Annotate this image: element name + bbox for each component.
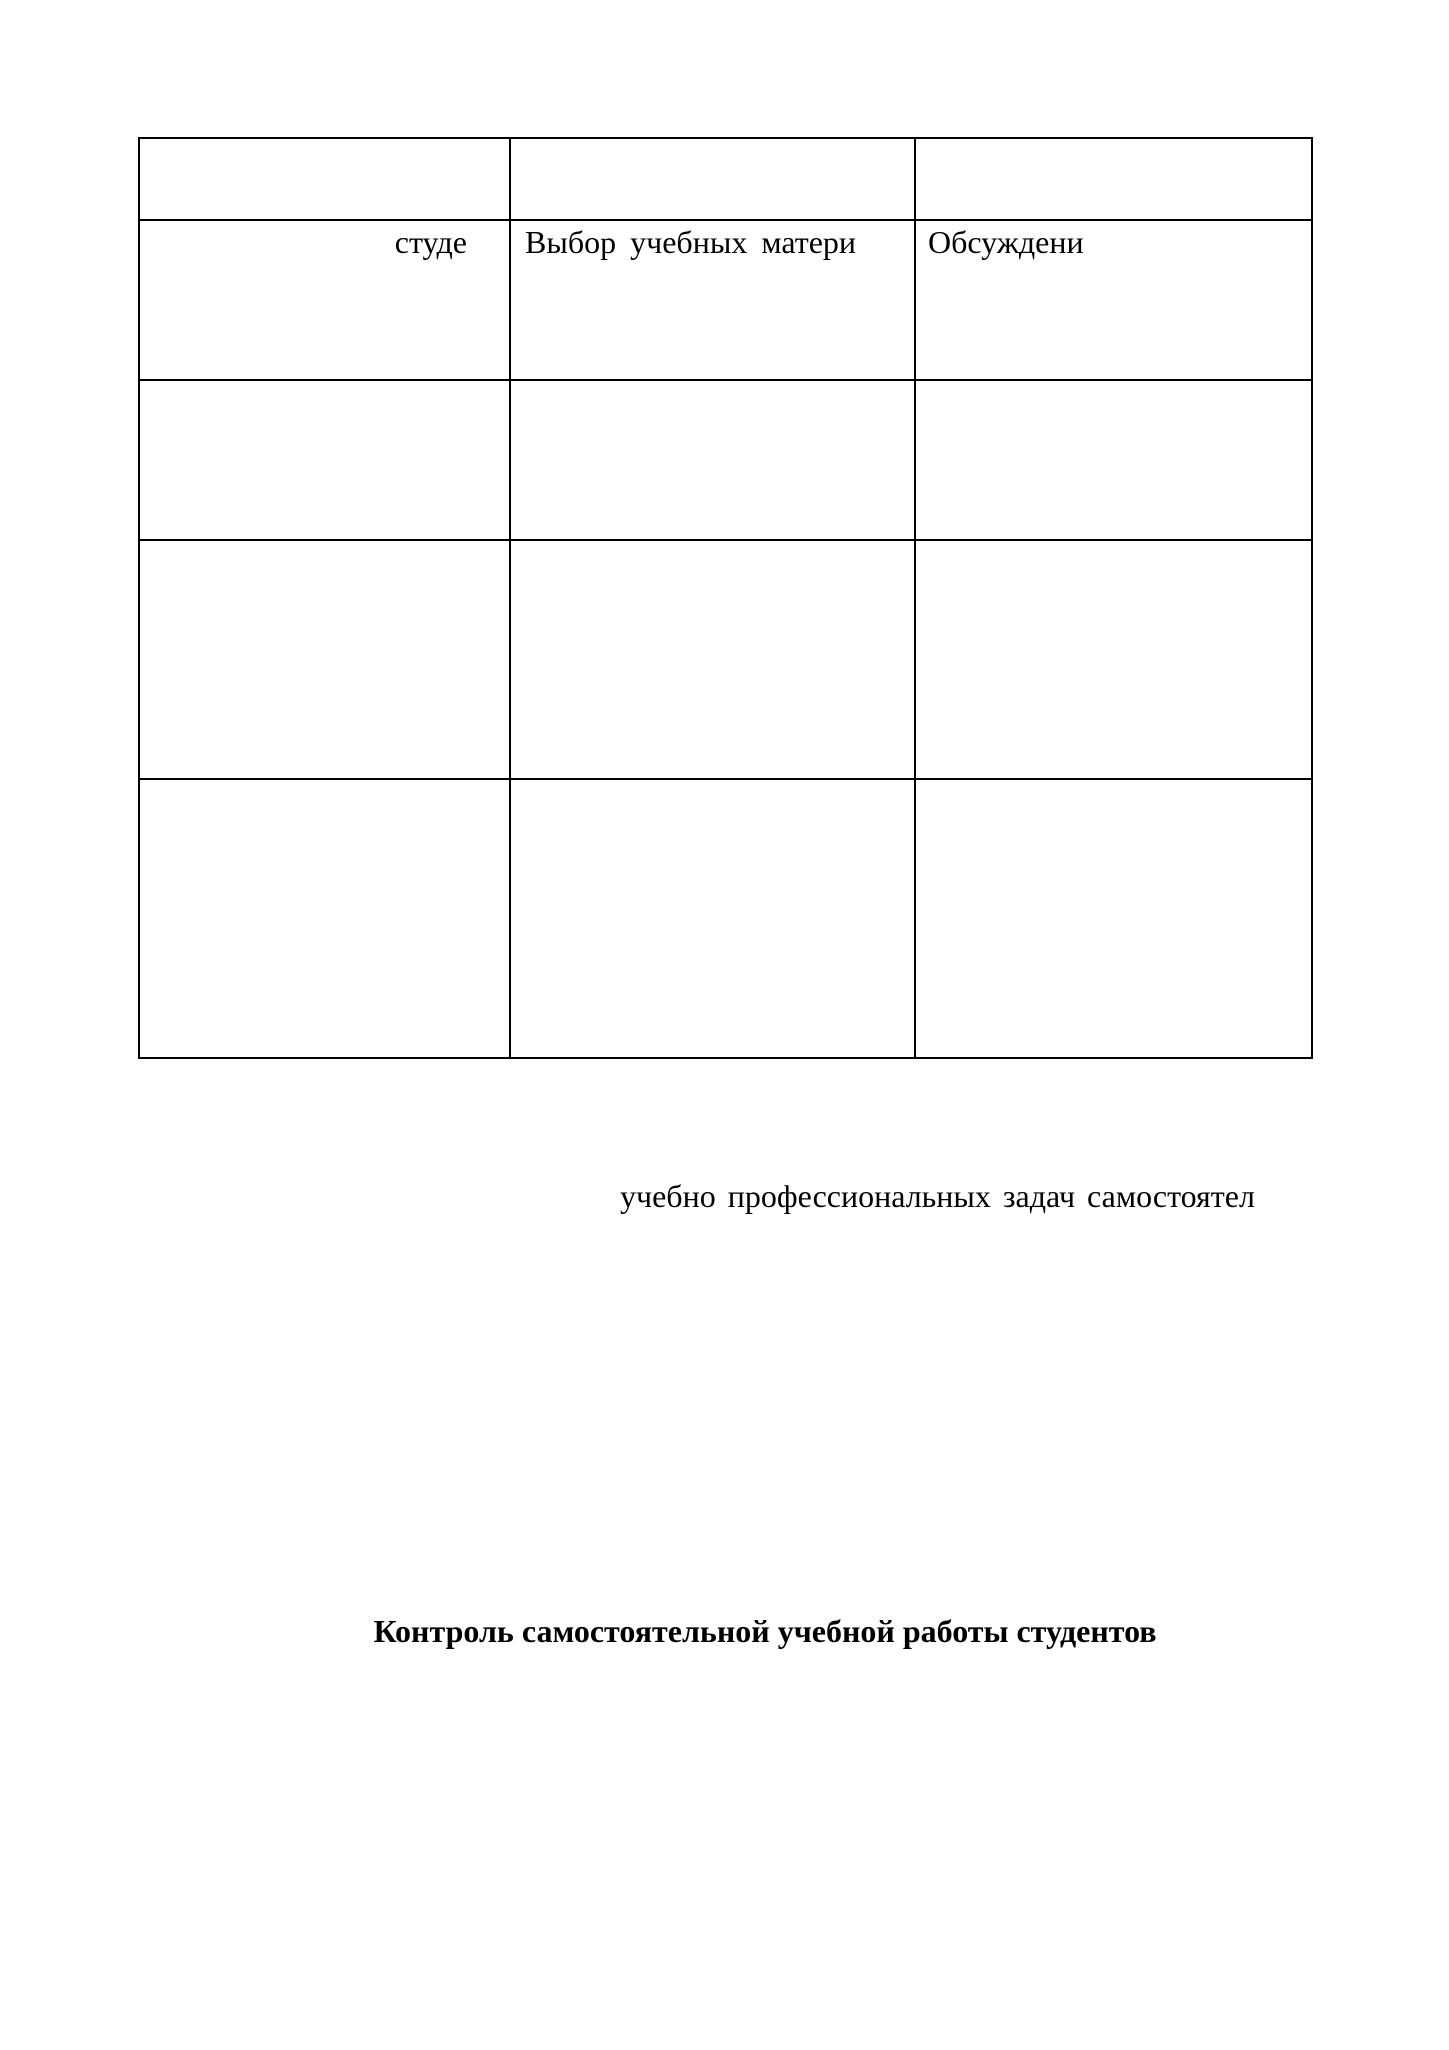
cell-text: студе bbox=[394, 224, 467, 260]
table-cell bbox=[139, 138, 510, 220]
table-cell bbox=[139, 779, 510, 1058]
table-row bbox=[139, 380, 1312, 540]
table-cell bbox=[510, 380, 915, 540]
table-cell bbox=[915, 540, 1312, 779]
table-cell bbox=[510, 138, 915, 220]
section-heading: Контроль самостоятельной учебной работы студентов bbox=[373, 1613, 1157, 1649]
table-cell bbox=[510, 220, 915, 380]
table-cell bbox=[139, 380, 510, 540]
body-text-line: учебно профессиональных задач самостоятел bbox=[620, 1178, 1255, 1214]
table-cell bbox=[915, 220, 1312, 380]
table-cell bbox=[915, 380, 1312, 540]
cell-text: Обсуждени bbox=[928, 224, 1084, 260]
cell-text: Выбор учебных матери bbox=[525, 224, 857, 260]
table-row bbox=[139, 138, 1312, 220]
table-row bbox=[139, 540, 1312, 779]
table-cell bbox=[510, 540, 915, 779]
table-cell bbox=[139, 220, 510, 380]
table-cell bbox=[915, 138, 1312, 220]
table-row bbox=[139, 220, 1312, 380]
table-cell bbox=[915, 779, 1312, 1058]
table-cell bbox=[139, 540, 510, 779]
table-cell bbox=[510, 779, 915, 1058]
content-table bbox=[138, 137, 1313, 1059]
table-row bbox=[139, 779, 1312, 1058]
